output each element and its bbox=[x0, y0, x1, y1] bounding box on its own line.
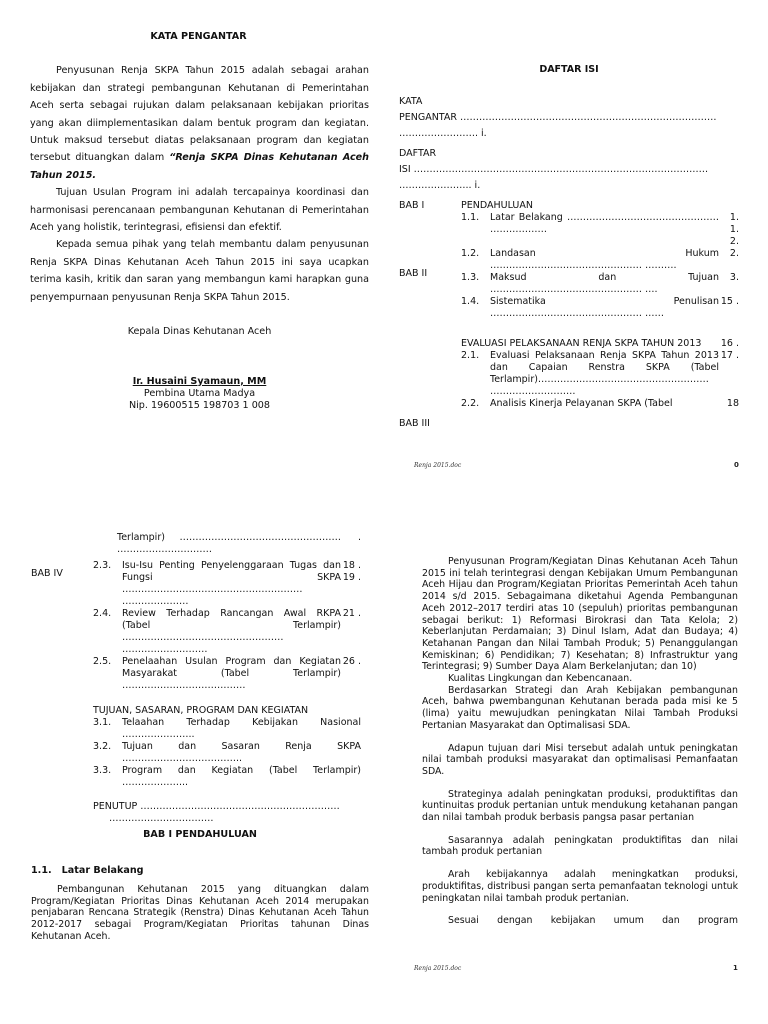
signer-name: Ir. Husaini Syamaun, MM bbox=[132, 375, 267, 387]
toc-entry[interactable] bbox=[93, 656, 361, 692]
toc-entry-number: 1.2. bbox=[461, 248, 480, 259]
toc-entry[interactable] bbox=[461, 296, 739, 320]
toc-daftar-line-1: DAFTAR bbox=[399, 148, 437, 159]
toc-entry-number: 2.3. bbox=[93, 560, 112, 571]
toc-entry-number: 1.1. bbox=[461, 212, 480, 223]
toc-entry[interactable] bbox=[461, 212, 739, 248]
toc-kata-line-3: ……………………. i. bbox=[399, 128, 487, 139]
toc-entry-text: Program dan Kegiatan (Tabel Terlampir) ………………... bbox=[122, 765, 361, 788]
toc-penutup-line-1[interactable]: PENUTUP ……………………………………………………… bbox=[93, 801, 340, 812]
toc-cont-page: . bbox=[357, 532, 361, 543]
section-heading-latar-belakang bbox=[31, 862, 369, 880]
page-number-2: 1 bbox=[733, 964, 738, 972]
toc-entry-number: 2.2. bbox=[461, 398, 480, 409]
right-para-3: Adapun tujuan dari Misi tersebut adalah untuk peningkatan nilai tambah produksi masyarakat dan optimalisasi Pemanfaatan SDA. bbox=[422, 742, 738, 777]
toc-entry-page: 3. bbox=[729, 272, 739, 283]
page-number: 0 bbox=[734, 461, 739, 469]
toc-entry-text: Sistematika Penulisan ………………………………………… …… bbox=[490, 296, 719, 319]
toc-entry-text: Tujuan dan Sasaran Renja SKPA ……………………………….. bbox=[122, 741, 361, 764]
page-footer-2: Renja 2015.doc bbox=[414, 965, 462, 972]
toc-entry-text: Isu-Isu Penting Penyelenggaraan Tugas dan Fungsi SKPA ………………………………………………… ………………… bbox=[122, 560, 341, 607]
toc-pendahuluan[interactable]: PENDAHULUAN bbox=[461, 200, 533, 211]
toc-penutup-line-2: …………………………… bbox=[109, 813, 214, 824]
daftar-isi-continued bbox=[31, 532, 361, 824]
right-para-5: Sasarannya adalah peningkatan produktifitas dan nilai tambah produk pertanian bbox=[422, 834, 738, 858]
toc-entry-text: Landasan Hukum ………………………………………… ………. bbox=[490, 248, 719, 271]
toc-entry[interactable] bbox=[93, 765, 361, 789]
toc-bab-1: BAB I bbox=[399, 200, 425, 211]
kata-pengantar-title: KATA PENGANTAR bbox=[150, 31, 247, 42]
signer-role: Kepala Dinas Kehutanan Aceh bbox=[127, 326, 272, 338]
toc-daftar-line-3: ………………….. i. bbox=[399, 180, 481, 191]
right-para-6: Arah kebijakannya adalah meningkatkan produksi, produktifitas, distribusi pangan serta pemanfaatan teknologi untuk peningkatan nilai tambah produk pertanian. bbox=[422, 869, 738, 904]
toc-entry[interactable] bbox=[461, 272, 739, 296]
toc-entry-page: 2. bbox=[729, 248, 739, 259]
toc-entry[interactable] bbox=[461, 398, 739, 410]
toc-bab-4: BAB IV bbox=[31, 568, 63, 579]
toc-evaluasi-text: EVALUASI PELAKSANAAN RENJA SKPA TAHUN 2013 bbox=[461, 338, 702, 349]
signer-rank: Pembina Utama Madya bbox=[143, 387, 256, 399]
kata-pengantar-section bbox=[30, 28, 369, 428]
kata-pengantar-para-1 bbox=[30, 62, 369, 184]
toc-bab-3: BAB III bbox=[399, 418, 430, 429]
toc-entry[interactable] bbox=[93, 560, 361, 608]
renja-title-emphasis: “Renja SKPA Dinas Kehutanan Aceh Tahun 2015. bbox=[30, 152, 369, 181]
toc-entry[interactable] bbox=[93, 608, 361, 656]
toc-cont-text: Terlampir) …………………………………………… ………………………… bbox=[117, 532, 341, 555]
toc-entry-text: Evaluasi Pelaksanaan Renja SKPA Tahun 2013 dan Capaian Renstra SKPA (Tabel Terlampir)……………………………………………… ……………………… bbox=[490, 350, 719, 397]
toc-entry-page: 1. 1. 2. bbox=[729, 212, 739, 247]
toc-cont-line bbox=[117, 532, 361, 556]
toc-entry[interactable] bbox=[93, 741, 361, 765]
toc-entry-text: Penelaahan Usulan Program dan Kegiatan Masyarakat (Tabel Terlampir) ………………………………… bbox=[122, 656, 341, 691]
toc-entry-number: 3.1. bbox=[93, 717, 112, 728]
toc-entry-number: 2.4. bbox=[93, 608, 112, 619]
toc-entry-text: Analisis Kinerja Pelayanan SKPA (Tabel bbox=[490, 398, 673, 409]
toc-entry-number: 1.4. bbox=[461, 296, 480, 307]
section-number: 1.1. bbox=[31, 865, 52, 876]
toc-evaluasi-page: 16 . bbox=[720, 338, 739, 349]
daftar-isi-section bbox=[399, 60, 739, 450]
right-para-7: Sesuai dengan kebijakan umum dan program bbox=[448, 915, 738, 927]
latar-belakang-continued bbox=[422, 556, 738, 956]
right-para-1: Penyusunan Program/Kegiatan Dinas Kehutanan Aceh Tahun 2015 ini telah terintegrasi dengan Kebijakan Umum Pembangunan Aceh Hijau dan Program/Kegiatan Prioritas Pemerintah Aceh tahun 2014 s/d 2015. Sebagaimana diketahui Agenda Pembangunan Aceh 2012–2017 terdiri atas 10 (sepuluh) prioritas pembangunan sebagai berikut: 1) Reformasi Birokrasi dan Tata Kelola; 2) Keberlanjutan Perdamaian; 3) Dinul Islam, Adat dan Budaya; 4) Ketahanan Pangan dan Nilai Tambah Produk; 5) Penanggulangan Kemiskinan; 6) Pendidikan; 7) Kesehatan; 8) Infrastruktur yang Terintegrasi; 9) Sumber Daya Alam Berkelanjutan; dan 10) bbox=[422, 556, 738, 673]
toc-entry-number: 1.3. bbox=[461, 272, 480, 283]
right-para-4: Strateginya adalah peningkatan produksi, produktifitas dan kuntinuitas produk pertanian untuk mendukung ketahanan pangan dan nilai tambah produk berbasis pangsa pasar pertanian bbox=[422, 788, 738, 824]
toc-tujuan[interactable]: TUJUAN, SASARAN, PROGRAM DAN KEGIATAN bbox=[93, 705, 309, 716]
toc-entry-page: 17 . bbox=[720, 350, 739, 361]
toc-entry-number: 3.2. bbox=[93, 741, 112, 752]
toc-entry-page: 18 bbox=[726, 398, 739, 409]
toc-entry-page: 26 . bbox=[342, 656, 361, 667]
kata-pengantar-para-2: Tujuan Usulan Program ini adalah tercapainya koordinasi dan harmonisasi perencanaan pembangunan Kehutanan di Pemerintahan Aceh yang holistik, terintegrasi, efisiensi dan efektif. bbox=[30, 187, 369, 234]
section-title: Latar Belakang bbox=[61, 865, 144, 876]
toc-bab-2: BAB II bbox=[399, 268, 428, 279]
toc-entry[interactable] bbox=[461, 248, 739, 272]
toc-entry-number: 2.5. bbox=[93, 656, 112, 667]
toc-entry[interactable] bbox=[93, 717, 361, 741]
bab-1-section bbox=[31, 826, 369, 956]
toc-entry-text: Telaahan Terhadap Kebijakan Nasional ………………….. bbox=[122, 717, 361, 740]
toc-evaluasi[interactable] bbox=[461, 338, 739, 350]
page-footer: Renja 2015.doc bbox=[414, 462, 462, 469]
daftar-isi-title: DAFTAR ISI bbox=[539, 64, 599, 75]
toc-entry-text: Review Terhadap Rancangan Awal RKPA (Tabel Terlampir) …………………………………………… ……………………… bbox=[122, 608, 341, 655]
right-para-2: Berdasarkan Strategi dan Arah Kebijakan pembangunan Aceh, bahwa pwembangunan Kehutanan berada pada misi ke 5 (lima) yaitu mewujudkan peningkatan Nilai Tambah Produksi Pertanian Masyarakat dan Optimalisasi SDA. bbox=[422, 684, 738, 731]
toc-entry-page: 21 . bbox=[342, 608, 361, 619]
signer-nip: Nip. 19600515 198703 1 008 bbox=[128, 399, 271, 411]
para-1-text: Penyusunan Renja SKPA Tahun 2015 adalah sebagai arahan kebijakan dan strategi pembangunan Kehutanan di Pemerintahan Aceh serta sebagai rujukan dalam pelaksanaan kebijakan prioritas yang akan diimplementasikan dalam bentuk program dan kegiatan. Untuk maksud tersebut diatas pelaksanaan program dan kegiatan tersebut dituangkan dalam bbox=[30, 65, 369, 164]
kata-pengantar-para-3: Kepada semua pihak yang telah membantu dalam penyusunan Renja SKPA Dinas Kehutanan Aceh Tahun 2015 ini saya ucapkan terima kasih, kritik dan saran yang membangun kami harapkan guna penyempurnaan penyusunan Renja SKPA Tahun 2015. bbox=[30, 239, 369, 303]
toc-entry-number: 2.1. bbox=[461, 350, 480, 361]
toc-entry-text: Maksud dan Tujuan ………………………………………… …. bbox=[490, 272, 719, 295]
toc-entry[interactable] bbox=[461, 350, 739, 398]
right-para-1b: Kualitas Lingkungan dan Kebencanaan. bbox=[448, 673, 633, 685]
toc-daftar-line-2[interactable]: ISI ………………………………………………………………………………… bbox=[399, 164, 709, 175]
toc-kata-line-1: KATA bbox=[399, 96, 423, 107]
toc-entry-number: 3.3. bbox=[93, 765, 112, 776]
toc-entry-text: Latar Belakang ………………………………………… ……………… bbox=[490, 212, 719, 235]
toc-entry-page: 15 . bbox=[720, 296, 739, 307]
toc-entry-page: 18 . 19 . bbox=[342, 560, 361, 583]
bab-1-title: BAB I PENDAHULUAN bbox=[143, 829, 257, 840]
toc-kata-line-2[interactable]: PENGANTAR ……………………………………………………………………… bbox=[399, 112, 717, 123]
latar-belakang-para: Pembangunan Kehutanan 2015 yang dituangkan dalam Program/Kegiatan Prioritas Dinas Kehutanan Aceh 2014 merupakan penjabaran Rencana Strategik (Renstra) Dinas Kehutanan Aceh Tahun 2012-2017 sebagai Program/Kegiatan Prioritas tahunan Dinas Kehutanan Aceh. bbox=[31, 884, 369, 942]
